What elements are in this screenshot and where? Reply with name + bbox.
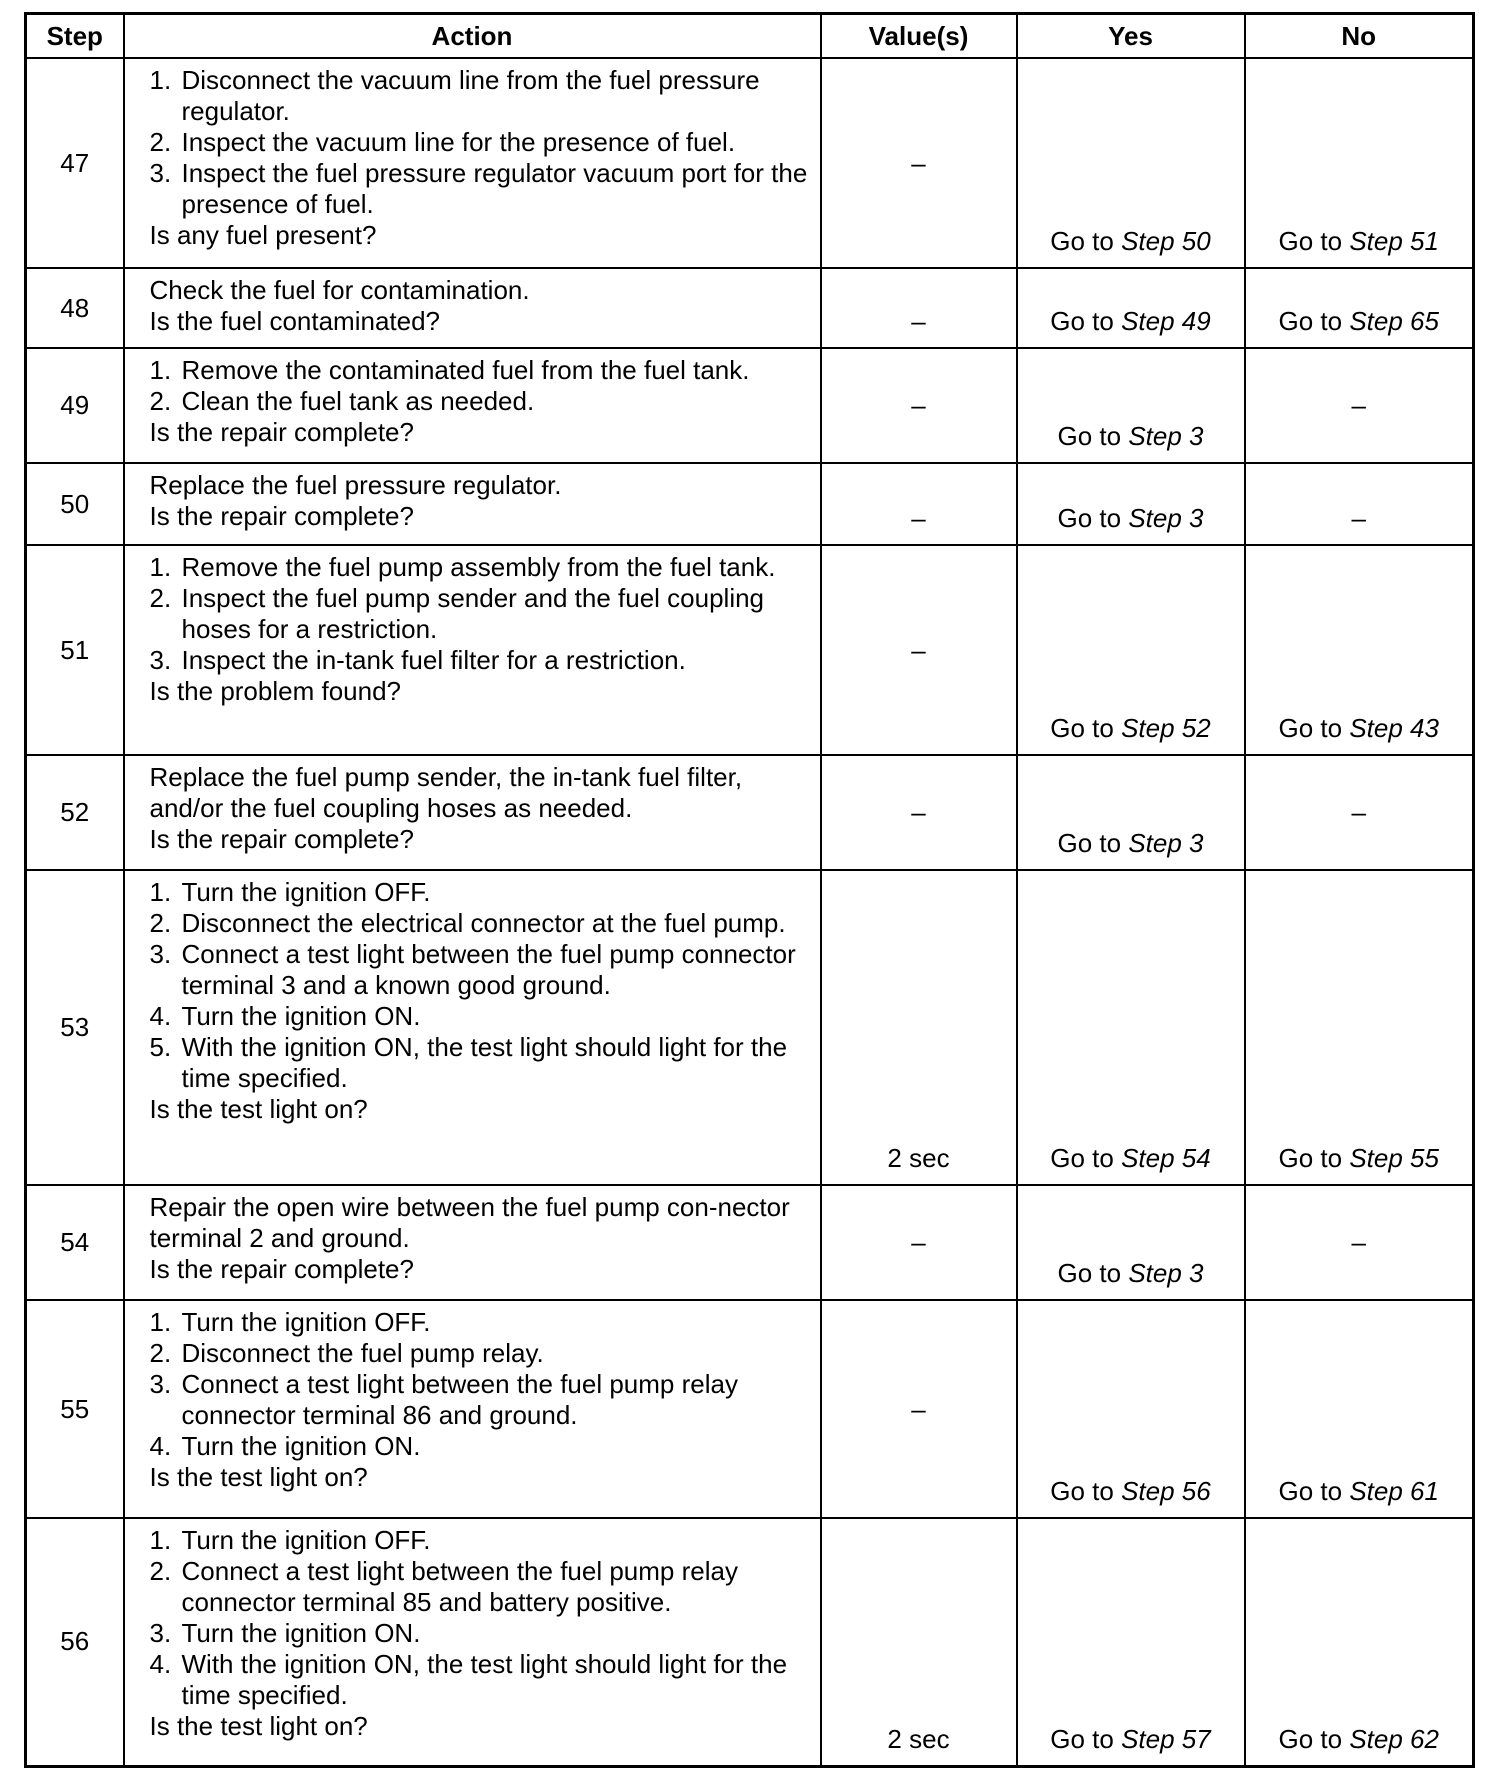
- table-row: [26, 1518, 1474, 1766]
- value-cell: –: [821, 348, 1017, 463]
- step-number: 47: [26, 58, 124, 268]
- table-row: [26, 870, 1474, 1185]
- action-cell: [124, 268, 821, 348]
- value-cell: 2 sec: [821, 1518, 1017, 1766]
- action-question: Is the repair complete?: [149, 824, 414, 854]
- action-item: 1. Disconnect the vacuum line from the fuel pressure regulator.: [149, 65, 760, 126]
- step-number: 49: [26, 348, 124, 463]
- action-item: 1. Turn the ignition OFF.: [149, 1525, 431, 1555]
- table-row: [26, 348, 1474, 463]
- value-cell: –: [821, 755, 1017, 870]
- table-row: [26, 755, 1474, 870]
- no-cell: –: [1245, 348, 1474, 463]
- no-cell: Go to Step 43: [1245, 545, 1474, 755]
- step-number: 53: [26, 870, 124, 1185]
- header-yes: Yes: [1017, 14, 1245, 59]
- diagnostic-table-page: [24, 12, 1472, 1768]
- action-question: Is the repair complete?: [149, 1254, 414, 1284]
- action-cell: [124, 58, 821, 268]
- action-question: Is the repair complete?: [149, 417, 414, 447]
- value-cell: –: [821, 1185, 1017, 1300]
- action-cell: [124, 870, 821, 1185]
- action-cell: [124, 1518, 821, 1766]
- action-question: Is any fuel present?: [149, 220, 377, 250]
- header-no: No: [1245, 14, 1474, 59]
- action-cell: [124, 1185, 821, 1300]
- action-item: 4. Turn the ignition ON.: [149, 1431, 421, 1461]
- yes-cell: Go to Step 3: [1017, 755, 1245, 870]
- action-cell: [124, 1300, 821, 1518]
- step-number: 50: [26, 463, 124, 545]
- action-item: 3. Inspect the in-tank fuel filter for a restriction.: [149, 645, 686, 675]
- action-question: Is the fuel contaminated?: [149, 306, 441, 336]
- no-cell: Go to Step 62: [1245, 1518, 1474, 1766]
- yes-cell: Go to Step 56: [1017, 1300, 1245, 1518]
- yes-cell: Go to Step 54: [1017, 870, 1245, 1185]
- action-question: Is the repair complete?: [149, 501, 414, 531]
- action-question: Is the problem found?: [149, 676, 401, 706]
- header-step: Step: [26, 14, 124, 59]
- action-item: 2. Connect a test light between the fuel pump relay connector terminal 85 and battery positive.: [149, 1556, 738, 1617]
- table-row: [26, 268, 1474, 348]
- no-cell: –: [1245, 1185, 1474, 1300]
- action-item: 1. Turn the ignition OFF.: [149, 1307, 431, 1337]
- step-number: 52: [26, 755, 124, 870]
- action-item: 3. Connect a test light between the fuel pump relay connector terminal 86 and ground.: [149, 1369, 738, 1430]
- action-item: 2. Disconnect the electrical connector at the fuel pump.: [149, 908, 786, 938]
- no-cell: –: [1245, 755, 1474, 870]
- action-item: 5. With the ignition ON, the test light should light for the time specified.: [149, 1032, 788, 1093]
- step-number: 54: [26, 1185, 124, 1300]
- action-item: 3. Connect a test light between the fuel pump connector terminal 3 and a known good ground.: [149, 939, 796, 1000]
- header-row: [26, 14, 1474, 59]
- table-row: [26, 1185, 1474, 1300]
- no-cell: Go to Step 55: [1245, 870, 1474, 1185]
- action-text: Replace the fuel pressure regulator.: [149, 470, 562, 500]
- action-item: 2. Clean the fuel tank as needed.: [149, 386, 535, 416]
- diagnostic-table: [24, 12, 1475, 1768]
- action-text: Replace the fuel pump sender, the in-tank fuel filter, and/or the fuel coupling hoses as needed.: [149, 762, 743, 823]
- action-text: Check the fuel for contamination.: [149, 275, 530, 305]
- step-number: 48: [26, 268, 124, 348]
- table-row: [26, 545, 1474, 755]
- yes-cell: Go to Step 3: [1017, 1185, 1245, 1300]
- yes-cell: Go to Step 49: [1017, 268, 1245, 348]
- action-question: Is the test light on?: [149, 1711, 368, 1741]
- step-number: 51: [26, 545, 124, 755]
- action-question: Is the test light on?: [149, 1094, 368, 1124]
- action-item: 2. Disconnect the fuel pump relay.: [149, 1338, 544, 1368]
- action-cell: [124, 755, 821, 870]
- action-question: Is the test light on?: [149, 1462, 368, 1492]
- action-cell: [124, 545, 821, 755]
- value-cell: –: [821, 268, 1017, 348]
- action-item: 3. Turn the ignition ON.: [149, 1618, 421, 1648]
- action-item: 1. Turn the ignition OFF.: [149, 877, 431, 907]
- yes-cell: Go to Step 50: [1017, 58, 1245, 268]
- step-number: 55: [26, 1300, 124, 1518]
- action-item: 4. Turn the ignition ON.: [149, 1001, 421, 1031]
- table-row: [26, 1300, 1474, 1518]
- action-item: 2. Inspect the fuel pump sender and the fuel coupling hoses for a restriction.: [149, 583, 765, 644]
- value-cell: –: [821, 1300, 1017, 1518]
- action-item: 2. Inspect the vacuum line for the presence of fuel.: [149, 127, 736, 157]
- action-cell: [124, 463, 821, 545]
- action-item: 1. Remove the contaminated fuel from the fuel tank.: [149, 355, 750, 385]
- header-action: Action: [124, 14, 821, 59]
- no-cell: Go to Step 65: [1245, 268, 1474, 348]
- yes-cell: Go to Step 3: [1017, 463, 1245, 545]
- step-number: 56: [26, 1518, 124, 1766]
- yes-cell: Go to Step 57: [1017, 1518, 1245, 1766]
- value-cell: 2 sec: [821, 870, 1017, 1185]
- yes-cell: Go to Step 3: [1017, 348, 1245, 463]
- action-item: 1. Remove the fuel pump assembly from the fuel tank.: [149, 552, 776, 582]
- no-cell: Go to Step 61: [1245, 1300, 1474, 1518]
- value-cell: –: [821, 58, 1017, 268]
- no-cell: Go to Step 51: [1245, 58, 1474, 268]
- header-values: Value(s): [821, 14, 1017, 59]
- action-item: 4. With the ignition ON, the test light should light for the time specified.: [149, 1649, 788, 1710]
- action-cell: [124, 348, 821, 463]
- action-item: 3. Inspect the fuel pressure regulator vacuum port for the presence of fuel.: [149, 158, 808, 219]
- value-cell: –: [821, 463, 1017, 545]
- yes-cell: Go to Step 52: [1017, 545, 1245, 755]
- value-cell: –: [821, 545, 1017, 755]
- no-cell: –: [1245, 463, 1474, 545]
- table-row: [26, 58, 1474, 268]
- table-row: [26, 463, 1474, 545]
- action-text: Repair the open wire between the fuel pump con-nector terminal 2 and ground.: [149, 1192, 790, 1253]
